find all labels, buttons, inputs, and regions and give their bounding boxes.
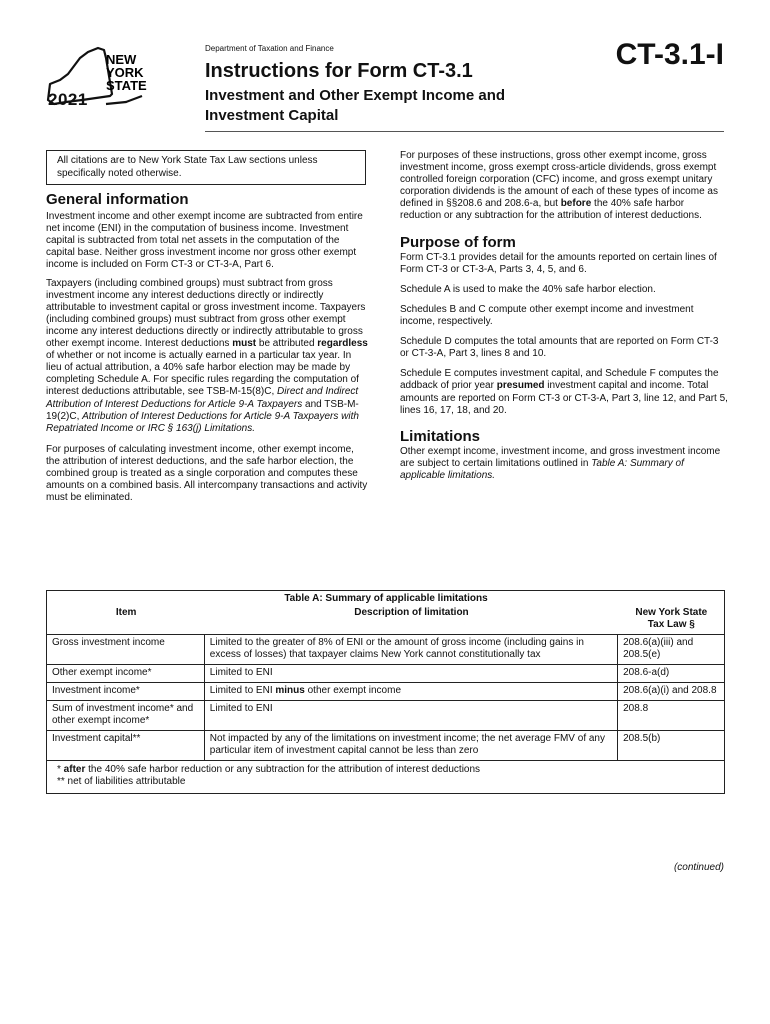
purpose-paragraph-4: Schedule D computes the total amounts that are reported on Form CT-3 or CT-3-A, Part 3, lines 8 and 10. xyxy=(400,336,719,360)
purpose-paragraph-3: Schedules B and C compute other exempt income and investment income, respectively. xyxy=(400,303,694,328)
general-information-heading: General information xyxy=(46,191,189,208)
cell-tax-law: 208.6-a(d) xyxy=(618,665,725,683)
cell-item: Investment capital** xyxy=(47,731,205,761)
cell-tax-law: 208.5(b) xyxy=(618,731,725,761)
cell-description: Limited to ENI minus other exempt income xyxy=(204,683,617,701)
continued-note: (continued) xyxy=(673,862,724,873)
citation-note-box: All citations are to New York State Tax Law sections unless specifically noted otherwise. xyxy=(46,150,366,185)
column-header-item: Item xyxy=(47,605,205,635)
purpose-paragraph-5: Schedule E computes investment capital, and Schedule F computes the addback of prior year presumed investment capital and income. Total amounts are reported on Form CT-3 or CT-3-A, Part 3, line 12, and Part 5, lines 16, 17, 18, and 20. xyxy=(400,368,728,416)
cell-item: Sum of investment income* and other exempt income* xyxy=(47,701,205,731)
cell-item: Investment income* xyxy=(47,683,205,701)
table-footnotes xyxy=(47,761,725,794)
table-row xyxy=(47,683,725,701)
logo-line-new: NEW xyxy=(106,52,137,67)
footnote-single-asterisk: * after the 40% safe harbor reduction or any subtraction for the attribution of interest deductions xyxy=(57,764,481,775)
footnote-double-asterisk: ** net of liabilities attributable xyxy=(57,776,186,787)
logo-line-york: YORK xyxy=(106,65,144,80)
table-row xyxy=(47,701,725,731)
header-divider xyxy=(205,131,724,132)
table-row xyxy=(47,635,725,665)
cell-item: Other exempt income* xyxy=(47,665,205,683)
limitations-heading: Limitations xyxy=(400,427,481,445)
purpose-of-form-heading: Purpose of form xyxy=(400,233,516,251)
page-subtitle xyxy=(205,86,585,126)
general-information-paragraph-3: For purposes of calculating investment income, other exempt income, the attribution of interest deductions, and the safe harbor election, the combined group is treated as a single corporation and computes these amounts on a combined basis. All intercompany transactions and activity must be eliminated. xyxy=(46,443,368,504)
table-row xyxy=(47,731,725,761)
general-information-paragraph-2: Taxpayers (including combined groups) must subtract from gross investment income any interest deductions directly or indirectly attributable to investment capital or gross investment income. Taxpayers (including combined groups) must subtract from gross other exempt income any interest deductions directly or indirectly attributable to gross other exempt income. Interest deductions must be attributed regardless of whether or not income is actually earned in a particular tax year. In lieu of actual attribution, a 40% safe harbor election may be made by completing Schedule A. For specific rules regarding the computation of interest deductions attributable, see TSB-M-15(8)C, Direct and Indirect Attribution of Interest Deductions for Article 9-A Taxpayers and TSB-M-19(2)C, Attribution of Interest Deductions for Article 9-A Taxpayers with Repatriated Income or IRC § 163(j) Limitations. xyxy=(46,277,368,434)
cell-description: Limited to the greater of 8% of ENI or the amount of gross income (including gains in excess of losses) that taxpayer claims New York cannot constitutionally tax xyxy=(204,635,617,665)
purpose-paragraph-2: Schedule A is used to make the 40% safe harbor election. xyxy=(400,283,656,295)
table-a-caption: Table A: Summary of applicable limitations xyxy=(47,591,725,606)
logo-line-state: STATE xyxy=(106,78,147,93)
purpose-paragraph-1: Form CT-3.1 provides detail for the amounts reported on certain lines of Form CT-3 or CT-3-A, Parts 3, 4, 5, and 6. xyxy=(400,251,717,275)
subtitle-line-1: Investment and Other Exempt Income and xyxy=(205,87,506,104)
form-year: 2021 xyxy=(48,90,88,109)
form-code: CT-3.1-I xyxy=(615,38,724,71)
limitations-paragraph: Other exempt income, investment income, and gross investment income are subject to certain limitations outlined in Table A: Summary of applicable limitations. xyxy=(400,445,721,481)
department-name: Department of Taxation and Finance xyxy=(205,44,334,53)
general-information-section xyxy=(46,191,368,504)
general-information-paragraph-1: Investment income and other exempt income are subtracted from entire net income (ENI) in the computation of business income. Investment capital is subtracted from total net assets in the computation of the capital base. Neither gross investment income nor gross other exempt income is included on Form CT-3 or CT-3-A, Part 6. xyxy=(46,211,363,271)
table-a-limitations xyxy=(46,590,725,794)
cell-item: Gross investment income xyxy=(47,635,205,665)
right-column xyxy=(400,150,728,482)
subtitle-line-2: Investment Capital xyxy=(205,107,339,124)
cell-tax-law: 208.6(a)(i) and 208.8 xyxy=(618,683,725,701)
page-title: Instructions for Form CT-3.1 xyxy=(205,60,473,82)
cell-description: Limited to ENI xyxy=(204,665,617,683)
column-header-tax-law: New York State Tax Law § xyxy=(618,605,725,635)
cell-tax-law: 208.8 xyxy=(618,701,725,731)
table-row xyxy=(47,665,725,683)
cell-tax-law: 208.6(a)(iii) and 208.5(e) xyxy=(618,635,725,665)
definitions-paragraph: For purposes of these instructions, gross other exempt income, gross investment income, gross exempt cross-article dividends, gross exempt controlled foreign corporation (CFC) income, and gross exempt unitary corporation dividends is the amount of each of these types of income as defined in §§208.6 and 208.6-a, but before the 40% safe harbor reduction or any subtraction for the attribution of interest deductions. xyxy=(400,150,718,222)
cell-description: Limited to ENI xyxy=(204,701,617,731)
cell-description: Not impacted by any of the limitations on investment income; the net average FMV of any particular item of investment capital cannot be less than zero xyxy=(204,731,617,761)
column-header-description: Description of limitation xyxy=(204,605,617,635)
